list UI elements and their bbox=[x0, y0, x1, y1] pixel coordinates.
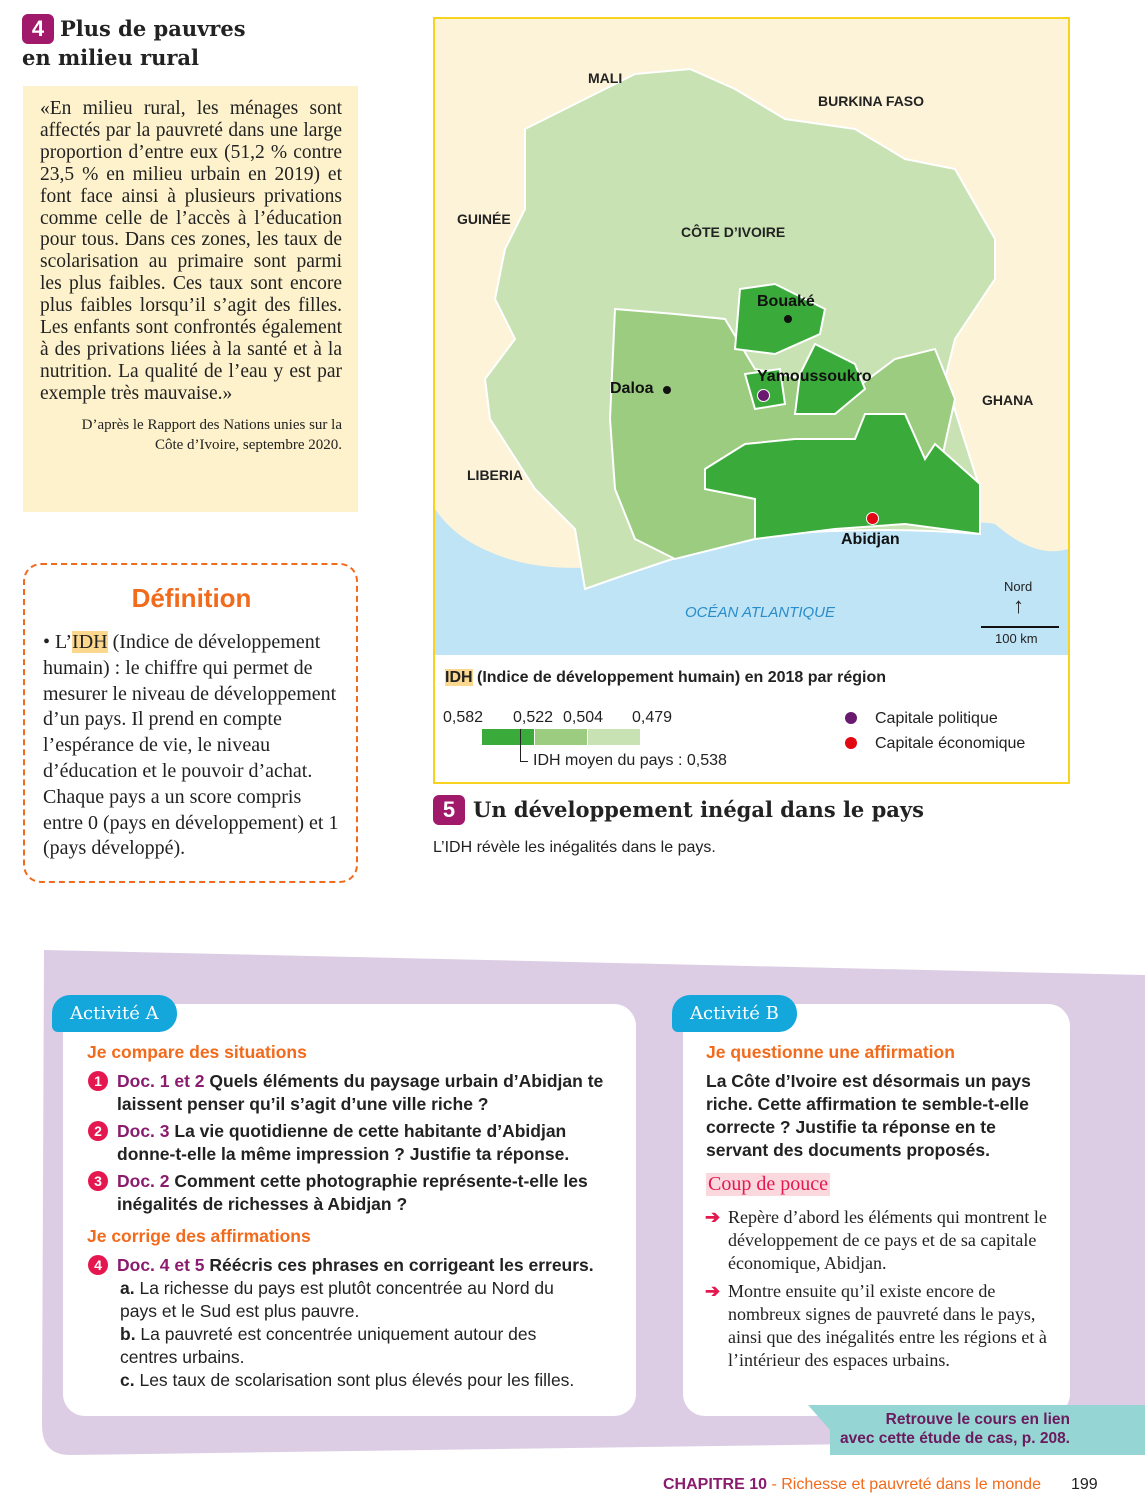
city-abidjan: Abidjan bbox=[841, 531, 900, 548]
hint-title: Coup de pouce bbox=[708, 1173, 828, 1195]
scale-bar bbox=[981, 626, 1059, 628]
question-3 bbox=[94, 1170, 607, 1216]
map-drawing bbox=[435, 19, 1068, 655]
question-text: Quels éléments du paysage urbain d’Abidjan te laissent penser qu’il s’agit d’une ville riche ? bbox=[117, 1071, 604, 1114]
legend-value-3: 0,504 bbox=[563, 709, 604, 726]
legend-political bbox=[845, 710, 998, 728]
doc4-title-line1: Plus de pauvres bbox=[60, 16, 246, 41]
footer-title: - Richesse et pauvreté dans le monde bbox=[767, 1476, 1041, 1493]
hint-1 bbox=[705, 1206, 1048, 1275]
quote-text: «En milieu rural, les ménages sont affectés par la pauvreté dans une large proportion d’entre eux (51,2 % contre 23,5 % en milieu urbain en 2019) et font face ainsi à plusieurs privations comme celle de l’accès à l’éducation pour tous. Dans ces zones, les taux de scolarisation au primaire sont parmi les plus faibles. Ces taux sont encore plus faibles lorsqu’il s’agit des filles. Les enfants sont confrontés également à des privations liées à la santé et à la nutrition. La qualité de l’eau y est par exemple très mauvaise.» bbox=[40, 98, 342, 404]
label-mali: MALI bbox=[588, 70, 623, 86]
legend-political-label: Capitale politique bbox=[875, 710, 998, 727]
def-bullet: • L’ bbox=[43, 631, 73, 653]
statement-c bbox=[120, 1369, 620, 1392]
statement-a bbox=[120, 1277, 570, 1323]
definition-text bbox=[43, 630, 340, 862]
footer-chapter: CHAPITRE 10 bbox=[663, 1476, 768, 1493]
legend-swatch-low bbox=[588, 729, 640, 745]
doc5-subtitle: L’IDH révèle les inégalités dans le pays. bbox=[433, 839, 716, 856]
source-line1: D’après le Rapport des Nations unies sur la bbox=[81, 416, 342, 433]
legend-economic bbox=[845, 735, 1025, 753]
source-line2: Côte d’Ivoire, septembre 2020. bbox=[154, 436, 342, 453]
label-ghana: GHANA bbox=[982, 392, 1034, 408]
statement-letter: c. bbox=[120, 1370, 135, 1390]
political-dot-icon bbox=[845, 712, 857, 724]
statement-text: La pauvreté est concentrée uniquement autour des centres urbains. bbox=[120, 1324, 537, 1367]
question-text: La vie quotidienne de cette habitante d’Abidjan donne-t-elle la même impression ? Justifie ta réponse. bbox=[117, 1121, 570, 1164]
question-number: 1 bbox=[88, 1071, 108, 1091]
question-4 bbox=[94, 1254, 627, 1277]
quote-box bbox=[23, 86, 358, 512]
daloa-dot bbox=[663, 386, 671, 394]
hint-text: Montre ensuite qu’il existe encore de nombreux signes de pauvreté dans le pays, ainsi que des inégalités entre les régions et à l’intérieur des espaces urbains. bbox=[728, 1281, 1047, 1370]
definition-title: Définition bbox=[131, 583, 252, 613]
statement-letter: a. bbox=[120, 1278, 135, 1298]
legend-value-2: 0,522 bbox=[513, 709, 554, 726]
arrow-icon: ➔ bbox=[705, 1207, 721, 1227]
activity-b-text: La Côte d’Ivoire est désormais un pays riche. Cette affirmation te semble-t-elle correcte ? Justifie ta réponse en te servant des documents proposés. bbox=[706, 1071, 1031, 1160]
doc4-title bbox=[22, 14, 246, 72]
activity-b-tab: Activité B bbox=[672, 995, 797, 1032]
course-link-text[interactable] bbox=[820, 1410, 1070, 1448]
mean-marker bbox=[520, 729, 528, 762]
legend-value-4: 0,479 bbox=[632, 709, 673, 726]
city-bouake: Bouaké bbox=[757, 293, 815, 310]
doc-ref: Doc. 2 bbox=[117, 1171, 170, 1191]
legend-mean: IDH moyen du pays : 0,538 bbox=[533, 752, 727, 769]
definition-box bbox=[23, 563, 358, 883]
political-capital-dot bbox=[757, 389, 770, 402]
legend-title-text: (Indice de développement humain) en 2018 par région bbox=[472, 669, 886, 686]
economic-capital-dot bbox=[866, 512, 879, 525]
statement-letter: b. bbox=[120, 1324, 136, 1344]
doc5-number-badge: 5 bbox=[433, 795, 465, 825]
legend-term: IDH bbox=[445, 669, 473, 686]
quote-source bbox=[40, 415, 342, 455]
statement-b bbox=[120, 1323, 550, 1369]
label-guinee: GUINÉE bbox=[457, 211, 511, 227]
activity-a-tab: Activité A bbox=[52, 995, 177, 1032]
activity-b-section: Je questionne une affirmation bbox=[706, 1042, 955, 1062]
question-number: 3 bbox=[88, 1171, 108, 1191]
idh-map bbox=[433, 17, 1070, 784]
activity-a-section2: Je corrige des affirmations bbox=[87, 1226, 311, 1246]
bouake-dot bbox=[784, 315, 792, 323]
doc-ref: Doc. 3 bbox=[117, 1121, 170, 1141]
north-arrow-icon: ↑ bbox=[1013, 593, 1024, 618]
hint-2 bbox=[705, 1280, 1048, 1372]
doc4-number-badge: 4 bbox=[22, 14, 54, 44]
ribbon-line1: Retrouve le cours en lien bbox=[885, 1411, 1070, 1428]
economic-dot-icon bbox=[845, 737, 857, 749]
page-number: 199 bbox=[1070, 1476, 1098, 1493]
legend-value-1: 0,582 bbox=[443, 709, 484, 726]
label-burkina: BURKINA FASO bbox=[818, 93, 925, 109]
question-2 bbox=[94, 1120, 607, 1166]
statement-text: Les taux de scolarisation sont plus élevés pour les filles. bbox=[134, 1370, 575, 1390]
legend-economic-label: Capitale économique bbox=[875, 735, 1026, 752]
question-text: Comment cette photographie représente-t-elle les inégalités de richesses à Abidjan ? bbox=[117, 1171, 588, 1214]
ribbon-line2: avec cette étude de cas, p. 208. bbox=[839, 1430, 1070, 1447]
hint-text: Repère d’abord les éléments qui montrent le développement de ce pays et de sa capitale économique, Abidjan. bbox=[728, 1207, 1047, 1273]
statement-text: La richesse du pays est plutôt concentrée au Nord du pays et le Sud est plus pauvre. bbox=[120, 1278, 554, 1321]
doc5-title-text: Un développement inégal dans le pays bbox=[473, 797, 924, 822]
question-1 bbox=[94, 1070, 617, 1116]
page-footer bbox=[663, 1476, 1098, 1494]
scale-label: 100 km bbox=[995, 631, 1038, 646]
label-civ: CÔTE D’IVOIRE bbox=[681, 224, 786, 240]
city-yamoussoukro: Yamoussoukro bbox=[757, 368, 872, 385]
label-ocean: OCÉAN ATLANTIQUE bbox=[685, 604, 836, 621]
def-body: (Indice de développement humain) : le chiffre qui permet de mesurer le niveau de développement d’un pays. Il prend en compte l’espérance de vie, le niveau d’éducation et le pouvoir d’achat. Chaque pays a un score compris entre 0 (pays en développement) et 1 (pays développé). bbox=[43, 631, 339, 860]
question-number: 4 bbox=[88, 1255, 108, 1275]
legend-title bbox=[445, 669, 886, 687]
doc-ref: Doc. 1 et 2 bbox=[117, 1071, 205, 1091]
north-label: Nord bbox=[1004, 579, 1033, 594]
label-liberia: LIBERIA bbox=[467, 467, 523, 483]
question-text: Réécris ces phrases en corrigeant les erreurs. bbox=[204, 1255, 594, 1275]
doc5-title bbox=[433, 795, 924, 825]
city-daloa: Daloa bbox=[610, 380, 654, 397]
doc4-title-line2: en milieu rural bbox=[22, 45, 200, 70]
doc-ref: Doc. 4 et 5 bbox=[117, 1255, 205, 1275]
def-term: IDH bbox=[72, 631, 108, 653]
question-number: 2 bbox=[88, 1121, 108, 1141]
arrow-icon: ➔ bbox=[705, 1281, 721, 1301]
activity-a-section1: Je compare des situations bbox=[87, 1042, 307, 1062]
legend-swatch-medium bbox=[535, 729, 587, 745]
